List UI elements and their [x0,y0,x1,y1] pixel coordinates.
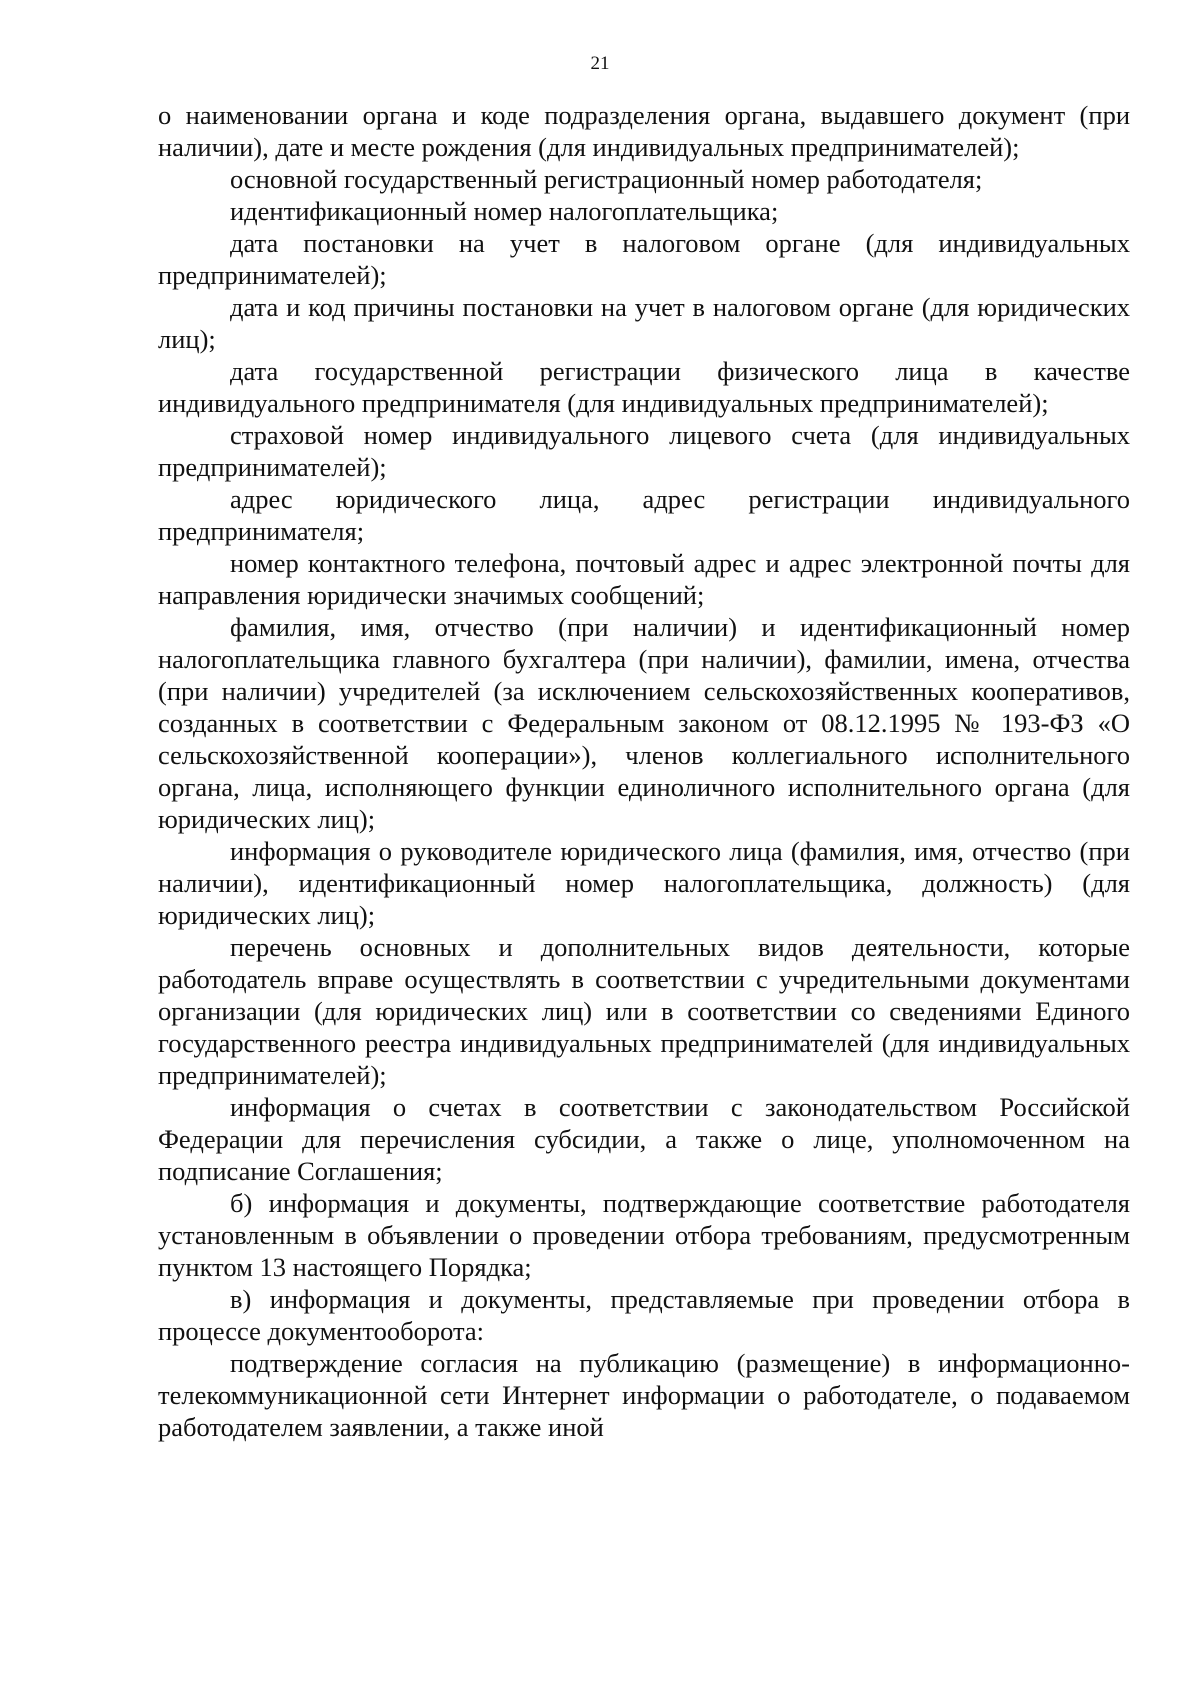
paragraph-tax-registration-date: дата постановки на учет в налоговом органе (для индивидуальных предпринимателей); [158,228,1130,290]
paragraph-consent: подтверждение согласия на публикацию (размещение) в информационно-телекоммуникационной сети Интернет информации о работодателе, о подаваемом работодателем заявлении, а также иной [158,1348,1130,1442]
paragraph-inn: идентификационный номер налогоплательщика; [230,196,779,226]
paragraph-ogrn: основной государственный регистрационный номер работодателя; [230,164,983,194]
paragraph-accounts: информация о счетах в соответствии с законодательством Российской Федерации для перечисления субсидии, а также о лице, уполномоченном на подписание Соглашения; [158,1092,1130,1186]
paragraph-activities: перечень основных и дополнительных видов деятельности, которые работодатель вправе осуществлять в соответствии с учредительными документами организации (для юридических лиц) или в соответствии со сведениями Единого государственного реестра индивидуальных предпринимателей (для индивидуальных предпринимателей); [158,932,1130,1090]
paragraph-address: адрес юридического лица, адрес регистрации индивидуального предпринимателя; [158,484,1130,546]
paragraph-contacts: номер контактного телефона, почтовый адрес и адрес электронной почты для направления юридически значимых сообщений; [158,548,1130,610]
paragraph-state-registration-date: дата государственной регистрации физического лица в качестве индивидуального предпринимателя (для индивидуальных предпринимателей); [158,356,1130,418]
page-number: 21 [590,53,610,74]
paragraph-snils: страховой номер индивидуального лицевого счета (для индивидуальных предпринимателей); [158,420,1130,482]
document-body [158,99,1130,1443]
paragraph-head: информация о руководителе юридического лица (фамилия, имя, отчество (при наличии), идентификационный номер налогоплательщика, должность) (для юридических лиц); [158,836,1130,930]
paragraph-kpp: дата и код причины постановки на учет в налоговом органе (для юридических лиц); [158,292,1130,354]
paragraph-persons: фамилия, имя, отчество (при наличии) и идентификационный номер налогоплательщика главного бухгалтера (при наличии), фамилии, имена, отчества (при наличии) учредителей (за исключением сельскохозяйственных кооперативов, созданных в соответствии с Федеральным законом от 08.12.1995 № 193-ФЗ «О сельскохозяйственной кооперации»), членов коллегиального исполнительного органа, лица, исполняющего функции единоличного исполнительного органа (для юридических лиц); [158,612,1130,834]
paragraph-item-v: в) информация и документы, представляемые при проведении отбора в процессе документооборота: [158,1284,1130,1346]
paragraph-item-b: б) информация и документы, подтверждающие соответствие работодателя установленным в объявлении о проведении отбора требованиям, предусмотренным пунктом 13 настоящего Порядка; [158,1188,1130,1282]
paragraph-continuation: о наименовании органа и коде подразделения органа, выдавшего документ (при наличии), дате и месте рождения (для индивидуальных предпринимателей); [158,100,1130,162]
